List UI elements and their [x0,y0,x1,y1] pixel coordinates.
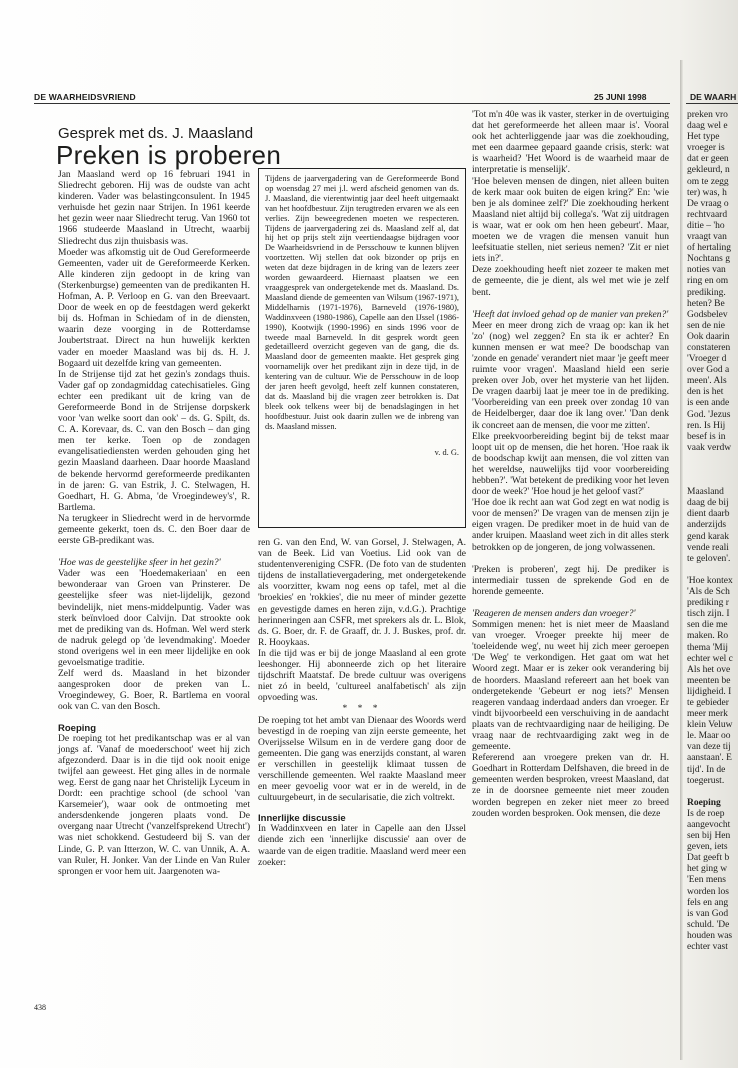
next-page-line [687,454,738,465]
next-page-line [687,565,738,576]
article-paragraph: 'Hoe beleven mensen de dingen, niet alleen buiten de kerk maar ook buiten de eigen kring?' En: 'wie ben je als dominee zelf?' Die zoekhouding herkent Maasland niet altijd bij collega's. 'Wat zij uitdragen is waar, wat er ook om hen heen gebeurt'. Maar, moeten we de vragen die mensen vanuit hun leefsituatie stellen, niet serieus nemen? 'Zit er niet iets in?'. [472,176,669,265]
article-paragraph: Moeder was afkomstig uit de Oud Gereformeerde Gemeenten, vader uit de Gereformeerde Kerken. Alle kinderen zijn gedoopt in de kring van (Sterkenburgse) gemeenten van de predikanten H. Hofman, A. P. Verloop en G. van den Breevaart. Door de week en op de feestdagen werd gekerkt bij ds. Hofman in Schiedam of in de diensten, waarin deze voorging in de Rotterdamse Joubertstraat. Direct na hun huwelijk kerkten vader en moeder Maasland was bij ds. H. J. Bogaard uit dezelfde kring van gemeenten. [58,247,250,369]
next-page-line: aanstaan'. E [687,753,732,764]
article-paragraph: 'Preken is proberen', zegt hij. De prediker is intermediair tussen de sprekende God en de horende gemeente. [472,564,669,597]
interview-question: 'Hoe was de geestelijke sfeer in het gezin?' [58,558,221,569]
interview-question: 'Reageren de mensen anders dan vroeger?' [472,608,636,619]
next-page-line: Maasland [687,487,724,498]
next-page-line: 'Hoe kontex [687,575,733,586]
article-paragraph: Jan Maasland werd op 16 februari 1941 in Sliedrecht geboren. Hij was de oudste van acht kinderen. Vader was belastingconsulent. In 1945 verhuisde het gezin naar Strijen. In 1961 keerde het gezin weer naar Sliedrecht terug. Van 1960 tot 1966 studeerde Maasland in Utrecht, waarbij Sliedrecht dus zijn thuisbasis was. [58,170,250,247]
article-paragraph: In die tijd was er bij de jonge Maasland al een grote leeshonger. Hij abonneerde zich op het literaire tijdschrift Maatstaf. De brede cultuur was overigens niet zó in beeld, 'cultureel analfabetisch' als zijn opvoeding was. [258,648,466,704]
next-page-line: daag wel e [687,121,728,132]
section-divider-stars: * * * [342,704,382,715]
next-page-line: sen de nie [687,320,725,331]
next-page-line: dat er geen [687,154,729,165]
next-page-line: houden was [687,930,733,941]
article-paragraph: Vader was een 'Hoedemakeriaan' en een bewonderaar van Groen van Prinsterer. De geestelijke sfeer was niet-lijdelijk, gezond bevindelijk, niet mens-middelpuntig. Vader was sterk beïnvloed door Calvijn. Dat strookte ook met de prediking van ds. Hofman. Wel werd sterk de nadruk gelegd op 'de levendmaking'. Moeder stond overigens wel in een meer lijdelijke en ook gevoelsmatige traditie. [58,569,250,669]
next-page-line: prediking. [687,287,726,298]
next-page-line: echter wel c [687,653,733,664]
next-page-line: dient daarb [687,509,730,520]
next-page-line: sen bij Hen [687,831,731,842]
next-page-line: tijd'. In de [687,764,726,775]
next-page-line: het ging w [687,864,728,875]
article-paragraph: Deze zoekhouding heeft niet zozeer te maken met de gemeente, die je dient, als wel met wie je zelf bent. [472,265,669,298]
next-page-line: constateren [687,342,731,353]
next-page-line: vraagt van [687,232,727,243]
next-page-line: schuld. 'De [687,919,730,930]
next-page-line: Ook daarin [687,331,730,342]
intro-box-text: Tijdens de jaarvergadering van de Gereformeerde Bond op woensdag 27 mei j.l. werd afscheid genomen van ds. J. Maasland, die vierentwintig jaar deel heeft uitgemaakt van het hoofdbestuur. Zijn terugtreden ervaren we als een verlies. Zijn beweegredenen moeten we respecteren. Tijdens de jaarvergadering zei ds. Maasland zelf al, dat hij het op prijs stelt zijn veertiendaagse bijdragen voor De Waarheidsvriend in de Persschouw te kunnen blijven voortzetten. Wij stellen dat ook bizonder op prijs en weten dat deze bijdragen in de kring van de lezers zeer worden gewaardeerd. Hiernaast plaatsen we een vraaggesprek van ondergetekende met ds. Maasland. Ds. Maasland diende de gemeenten van Wilsum (1967-1971), Middelharnis (1971-1976), Barneveld (1976-1980), Waddinxveen (1980-1986), Capelle aan den IJssel (1986-1990), Kootwijk (1990-1996) en sinds 1996 voor de tweede maal Barneveld. In dit gesprek wordt geen gedetailleerd overzicht gegeven van de gang, die ds. Maasland door de gemeenten maakte. Het gesprek ging voornamelijk over het predikant zijn in deze tijd, in de kentering van de cultuur. Wie de Persschouw in de loop der jaren heeft gevolgd, heeft zelf kunnen constateren, dat ds. Maasland bij die vragen zeer betrokken is. Dat bleek ook telkens weer bij de benadslagingen in het hoofdbestuur. Juist ook daarin zullen we de inbreng van ds. Maasland missen. [265,174,459,431]
next-page-line: ter) was, h [687,187,727,198]
next-page-line: tisch zijn. I [687,609,730,620]
next-page-line: maken. Ro [687,631,729,642]
article-title: Preken is proberen [56,140,282,170]
next-page-line: meer merk [687,709,728,720]
next-page-line: besef is in [687,431,726,442]
next-page-line: van deze tij [687,742,731,753]
next-page-line: geven, iets [687,842,728,853]
next-page-line: den is het [687,387,724,398]
next-page-line: aangevocht [687,820,731,830]
next-page-header-rule [686,103,738,104]
article-paragraph: De roeping tot het ambt van Dienaar des Woords werd bevestigd in de roeping van zijn eerste gemeente, het Overijsselse Wilsum en in de verdere gang door de gemeenten. Die gang was enerzijds constant, al waren er verschillen in geestelijk klimaat tussen de verschillende gemeenten. Wel raakte Maasland meer en meer gevoelig voor wat er in de wereld, in de cultuurgebeurt, in de secularisatie, die zich voltrekt. [258,715,466,804]
article-paragraph: Zelf werd ds. Maasland in het bizonder aangesproken door de preken van L. Vroegindewey, G. Boer, R. Bartlema en vooral ook van C. van den Bosch. [58,669,250,713]
article-column-1 [58,170,250,878]
article-paragraph: Na terugkeer in Sliedrecht werd in de hervormde gemeente gekerkt, toen ds. C. den Boer daar de eerste GB-predikant was. [58,513,250,547]
intro-box-signature: v. d. G. [434,447,459,457]
next-page-line: Is de roep [687,808,725,819]
next-page-line: lijdigheid. I [687,686,732,697]
next-page-line: ditie – 'ho [687,220,725,231]
next-page-line [687,787,738,798]
section-heading: Roeping [58,722,96,734]
next-page-line: 'Een mens [687,875,726,886]
next-page-line: anderzijds [687,520,727,531]
page-spine-shadow [680,60,683,1060]
next-page-column-fragment [687,110,738,953]
page-number: 438 [34,1003,46,1012]
next-page-line [687,476,738,487]
next-page-line: prediking r [687,598,729,609]
next-page-line: noties van [687,265,726,276]
next-page-header: DE WAARH [690,92,737,102]
next-page-line: klein Veluw [687,720,733,731]
next-page-line: gend karak [687,531,729,542]
next-page-line: Godsbelev [687,309,728,320]
next-page-line: om te zegg [687,176,729,187]
interview-question: 'Heeft dat invloed gehad op de manier van preken?' [472,309,669,320]
next-page-line: 'Vroeger d [687,354,727,365]
next-page-line: vaak verdw [687,442,732,453]
next-page-line: worden los [687,886,729,897]
header-rule [34,103,670,104]
article-paragraph: 'Tot m'n 40e was ik vaster, sterker in de overtuiging dat het gereformeerde het alleen maar is'. Vooral ook het achterliggende jaar was die zoekhouding, met een daarmee gepaard gaande crisis, sterk: wat is waarheid? 'Het Woord is de waarheid maar de interpretatie is menselijk'. [472,110,669,176]
next-page-line: God. 'Jezus [687,409,731,420]
next-page-line: heten? Be [687,298,725,309]
article-paragraph: ren G. van den End, W. van Gorsel, J. Stelwagen, A. van de Beek. Lid van Voetius. Lid ook van de studentenvereniging CSFR. (De foto van de studenten tijdens de installatievergadering, met ondergetekende als voorzitter, kwam nog eens op tafel, met al die 'broekies' en 'rokkies', die nu meer of minder gezette en gevestigde dames en heren zijn, v.d.G.). Prachtige herinneringen aan CSFR, met sprekers als dr. L. Blok, ds. G. Boer, dr. F. de Graaff, dr. J. J. Buskes, prof. dr. R. Hooykaas. [258,538,466,648]
section-heading: Innerlijke discussie [258,813,346,825]
next-page-line: Het type [687,132,720,143]
next-page-line: vende reali [687,542,729,553]
next-page-line: over God a [687,365,730,376]
publication-header: DE WAARHEIDSVRIEND [34,92,136,102]
next-page-line: meen'. Als [687,376,727,387]
next-page-line: Roeping [687,797,721,808]
next-page-line: te gebieder [687,697,729,708]
next-page-line: toegerust. [687,775,725,786]
next-page-line: daag de bij [687,498,729,509]
next-page-line: is een ande [687,398,730,409]
next-page-line: Als het ove [687,664,731,675]
next-page-line: ring en om [687,276,729,287]
article-paragraph: Elke preekvoorbereiding begint bij de tekst maar loopt uit op de mensen, die het horen. 'Hoe raak ik de boodschap kwijt aan mensen, die vol zitten van het wereldse, nauwelijks tijd voor voorbereiding hebben?'. 'Wat betekent de prediking voor het leven door de week?' 'Hoe houd je het geloof vast?' [472,431,669,498]
next-page-line: sen die me [687,620,728,631]
article-column-2 [258,538,466,869]
next-page-line: le. Maar oo [687,731,731,742]
next-page-line: thema 'Mij [687,642,729,653]
next-page-line: is van God [687,908,729,919]
next-page-line: vroeger is [687,143,725,154]
next-page-line: gekleurd, n [687,165,730,176]
article-paragraph: 'Hoe doe ik recht aan wat God zegt en wat nodig is voor de mensen?' De vragen van de mensen zijn je eigen vragen. De prediker moet in de huid van de ander kruipen. Maasland weet zich in dit alles sterk betrokken op de jongeren, de jong volwassenen. [472,498,669,553]
next-page-line: rechtvaard [687,209,728,220]
article-kicker: Gesprek met ds. J. Maasland [58,125,254,142]
next-page-line: Nochtans g [687,254,731,265]
article-paragraph: De roeping tot het predikantschap was er al van jongs af. 'Vanaf de moederschoot' weet hij zich afgezonderd. Daar is in die tijd ook nooit enige twijfel aan geweest. Het ging alles in de normale weg. Eerst de gang naar het Christelijk Lyceum in Dordt: een prachtige school (de school 'van Karsemeier'), waar ook de ontmoeting met andersdenkende jongeren plaats vond. De overgang naar Utrecht ('vanzelfsprekend Utrecht') was niet schokkend. Gestudeerd bij S. van der Linde, G. P. van Itterzon, W. C. van Unnik, A. A. van Ruler, H. Jonker. Van der Linde en Van Ruler sprongen er voor hem uit. Jaargenoten wa- [58,733,250,877]
issue-date: 25 JUNI 1998 [594,92,647,102]
next-page-line: of hertaling [687,243,732,254]
article-paragraph: Refererend aan vroegere preken van dr. H. Goedhart in Rotterdam Delfshaven, die breed in de gemeenten werden besproken, vreest Maasland, dat ze in de doorsnee gemeente niet meer zouden worden begrepen en zeker niet meer zo breed zouden worden besproken. Ook mensen, die deze [472,753,669,819]
next-page-line: 'Als de Sch [687,587,730,598]
article-column-3 [472,110,669,820]
article-paragraph: Meer en meer drong zich de vraag op: kan ik het 'zo' (nog) wel zeggen? En sta ik er achter? En kunnen mensen er wat mee? De boodschap van 'zonde en genade' verandert niet maar 'je geeft meer ruimte voor vragen'. Maasland hield een serie preken over Job, over het mysterie van het lijden. De vragen daarbij laat je meer toe in de prediking. 'Voorbereiding van een preek over zondag 10 van de Heidelberger, daar doe ik lang over.' 'Dan denk ik concreet aan de mensen, die voor me zitten'. [472,320,669,431]
editorial-intro-box [258,168,466,528]
article-paragraph: In de Strijense tijd zat het gezin's zondags thuis. Vader gaf op zondagmiddag catechisatieles. Ging echter een predikant uit de kring van de Gereformeerde Bond in de Strijense dorpskerk voor 'van welke soort dan ook' – ds. G. Spilt, ds. C. A. Korevaar, ds. C. van den Bosch – dan ging men ter kerke. Toen op de zondagen evangelisatiediensten werden gehouden ging het gezin Maasland daarheen. Daar hoorde Maasland de bekende hervormd gereformeerde predikanten in de jaren: G. van Estrik, J. C. Stelwagen, H. Goedhart, H. G. Abma, 'de Vroegindewey's', R. Bartlema. [58,369,250,513]
article-paragraph: In Waddinxveen en later in Capelle aan den IJssel diende zich een 'innerlijke discussie' aan over de waarde van de eigen traditie. Maasland werd meer een zoeker: [258,824,466,868]
next-page-line: ren. Is Hij [687,420,726,431]
next-page-line [687,465,738,476]
next-page-line: Dat geeft b [687,853,730,864]
next-page-line: meenten be [687,675,731,686]
next-page-line: te geloven'. [687,553,731,564]
article-paragraph: Sommigen menen: het is niet meer de Maasland van vroeger. Vroeger preekte hij meer de 'toeleidende weg', nu weet hij zich meer geroepen 'De Weg' te verkondigen. Het gaat om wat het Woord zegt. Maar er is zeker ook verandering bij de hoorders. Maasland refereert aan het boek van ondergetekende 'Gebeurt er nog iets?' Mensen reageren vandaag inderdaad anders dan vroeger. Er vindt bijvoorbeeld een verschuiving in de aandacht plaats van de rechtvaardiging naar de heiliging. De vraag naar de rechtvaardiging zakt weg in de gemeente. [472,620,669,753]
next-page-line: fels en ang [687,897,729,908]
next-page-line: echter vast [687,942,728,953]
next-page-line: De vraag o [687,198,729,209]
next-page-line: preken vro [687,110,728,120]
